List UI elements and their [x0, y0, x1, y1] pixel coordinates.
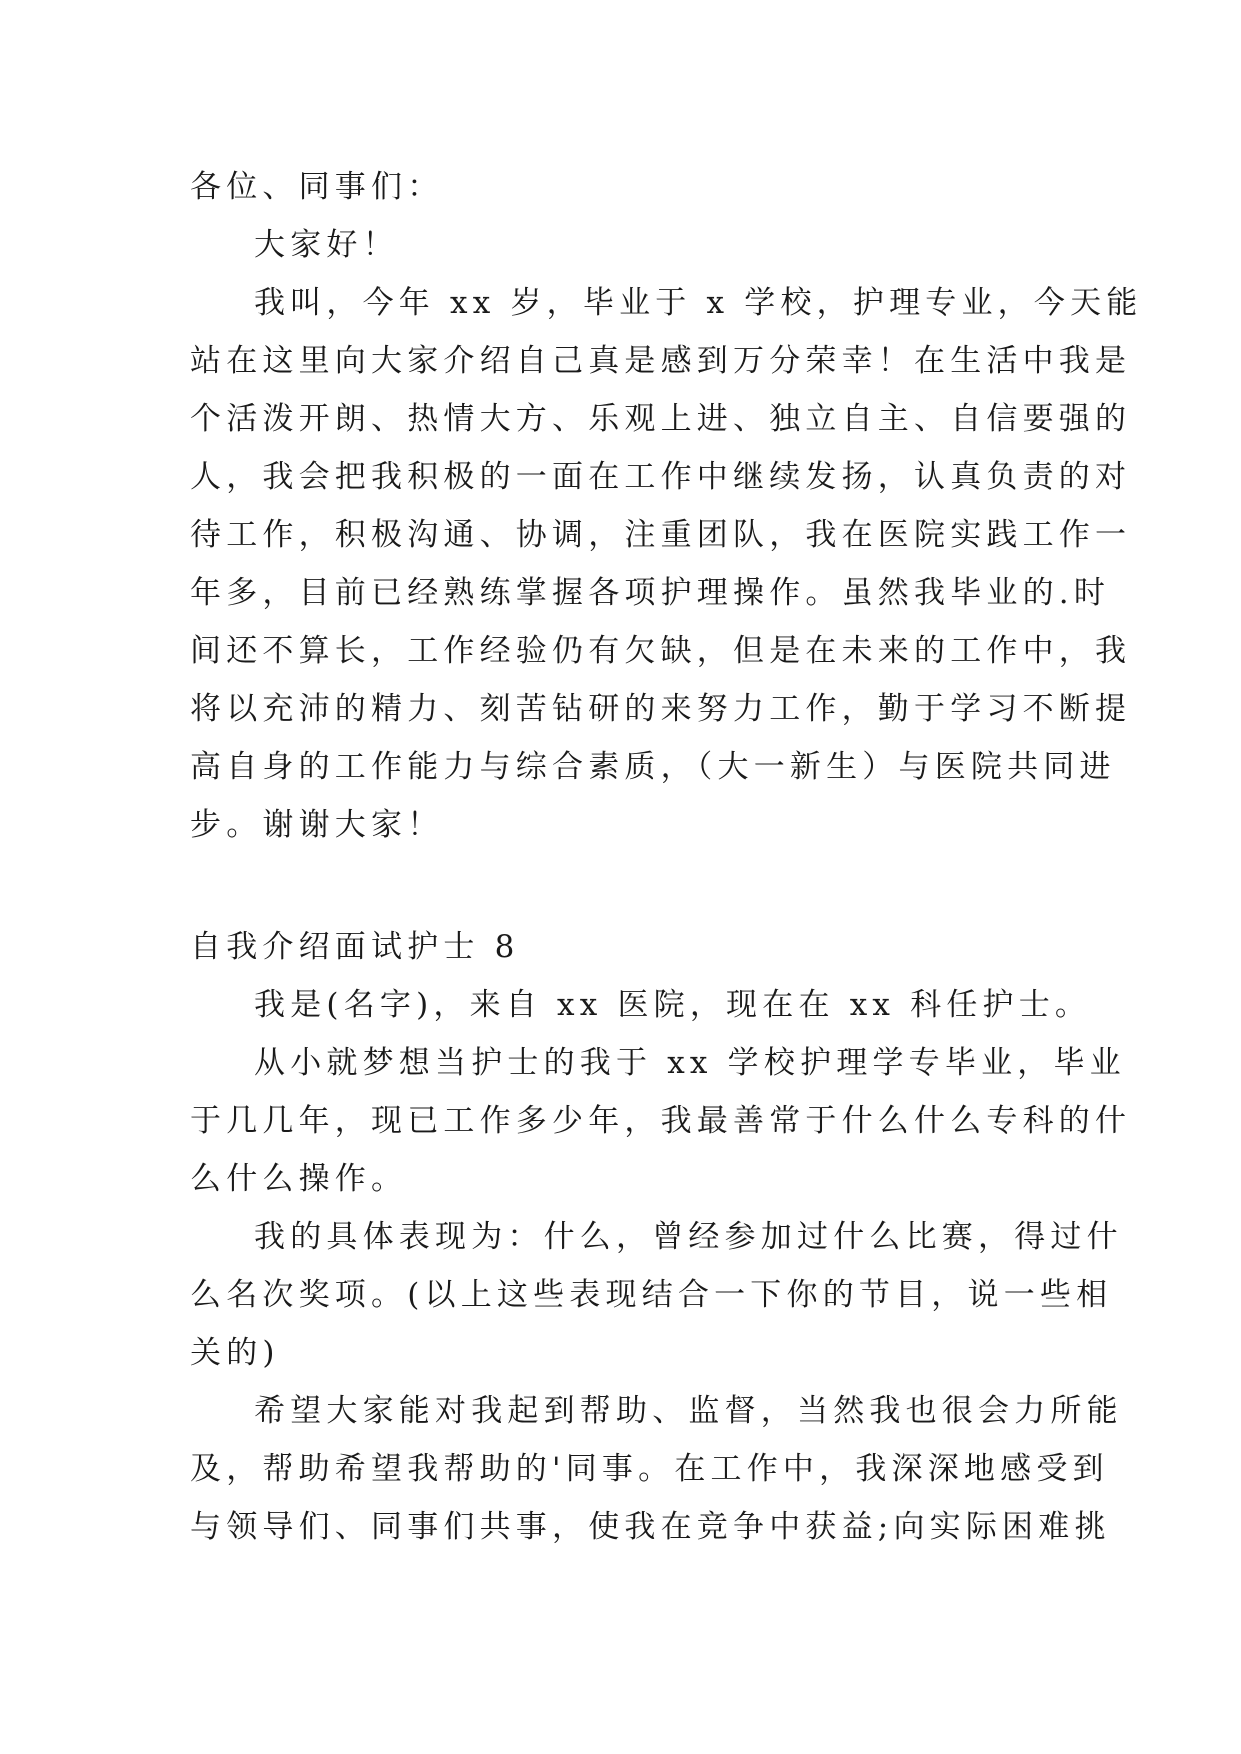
greeting: 大家好！ [254, 227, 399, 263]
paragraph-line: 站在这里向大家介绍自己真是感到万分荣幸！在生活中我是 [190, 343, 1132, 379]
paragraph-line: 待工作，积极沟通、协调，注重团队，我在医院实践工作一 [190, 517, 1132, 553]
paragraph-line: 我是(名字)，来自 xx 医院，现在在 xx 科任护士。 [254, 987, 1092, 1023]
paragraph-line: 么什么操作。 [190, 1161, 408, 1197]
document-page [190, 158, 1143, 1556]
paragraph-line: 与领导们、同事们共事，使我在竞争中获益;向实际困难挑 [190, 1509, 1111, 1545]
paragraph-line: 关的) [190, 1335, 280, 1371]
section-heading: 自我介绍面试护士 8 [190, 929, 520, 965]
paragraph-line: 年多，目前已经熟练掌握各项护理操作。虽然我毕业的.时 [190, 575, 1111, 611]
paragraph-line: 将以充沛的精力、刻苦钻研的来努力工作，勤于学习不断提 [190, 691, 1132, 727]
paragraph-line: 高自身的工作能力与综合素质，（大一新生）与医院共同进 [190, 749, 1116, 785]
intro-paragraph [190, 274, 1143, 854]
paragraph-line: 我叫，今年 xx 岁，毕业于 x 学校，护理专业，今天能 [254, 285, 1143, 321]
paragraph-line: 个活泼开朗、热情大方、乐观上进、独立自主、自信要强的 [190, 401, 1132, 437]
paragraph-line: 于几几年，现已工作多少年，我最善常于什么什么专科的什 [190, 1103, 1132, 1139]
paragraph-line: 从小就梦想当护士的我于 xx 学校护理学专毕业，毕业 [254, 1045, 1126, 1081]
paragraph-line: 么名次奖项。(以上这些表现结合一下你的节目，说一些相 [190, 1277, 1113, 1313]
paragraph-line: 及，帮助希望我帮助的'同事。在工作中，我深深地感受到 [190, 1451, 1109, 1487]
dream-paragraph [190, 1034, 1132, 1208]
paragraph-line: 我的具体表现为：什么，曾经参加过什么比赛，得过什 [254, 1219, 1123, 1255]
paragraph-line: 人，我会把我积极的一面在工作中继续发扬，认真负责的对 [190, 459, 1132, 495]
section-gap [190, 854, 1052, 918]
hope-paragraph [190, 1382, 1123, 1556]
paragraph-line: 步。谢谢大家！ [190, 807, 444, 843]
paragraph-line: 希望大家能对我起到帮助、监督，当然我也很会力所能 [254, 1393, 1123, 1429]
paragraph-line: 间还不算长，工作经验仍有欠缺，但是在未来的工作中，我 [190, 633, 1132, 669]
salutation: 各位、同事们： [190, 169, 444, 205]
performance-paragraph [190, 1208, 1123, 1382]
